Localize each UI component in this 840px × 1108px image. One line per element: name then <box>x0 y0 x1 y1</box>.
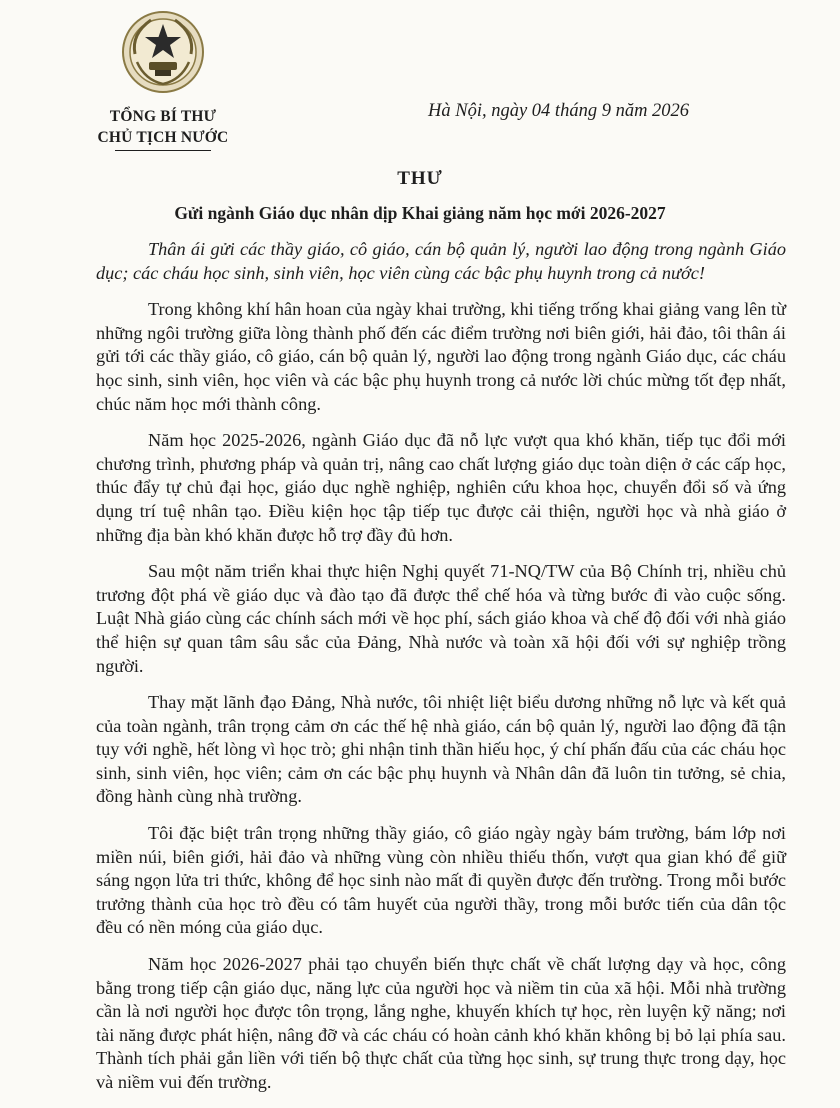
letter-title: THƯ <box>397 168 443 189</box>
issuer-block <box>96 106 230 151</box>
letter-body <box>96 238 786 1108</box>
body-paragraph: Thay mặt lãnh đạo Đảng, Nhà nước, tôi nhiệt liệt biểu dương những nỗ lực và kết quả của toàn ngành, trân trọng cảm ơn các thế hệ nhà giáo, cán bộ quản lý, người lao động đã tận tụy với nghề, hết lòng vì học trò; ghi nhận tinh thần hiếu học, ý chí phấn đấu của các cháu học sinh, sinh viên, học viên; cảm ơn các bậc phụ huynh và Nhân dân đã luôn tin tưởng, sẻ chia, đồng hành cùng nhà trường. <box>96 692 786 807</box>
body-paragraph: Sau một năm triển khai thực hiện Nghị quyết 71-NQ/TW của Bộ Chính trị, nhiều chủ trương đột phá về giáo dục và đào tạo đã được thể chế hóa và từng bước đi vào cuộc sống. Luật Nhà giáo cùng các chính sách mới về học phí, sách giáo khoa và chế độ đối với nhà giáo thể hiện sự quan tâm sâu sắc của Đảng, Nhà nước và toàn xã hội đối với sự nghiệp trồng người. <box>96 561 786 676</box>
dateline: Hà Nội, ngày 04 tháng 9 năm 2026 <box>428 101 690 121</box>
body-paragraph: Năm học 2026-2027 phải tạo chuyển biến thực chất về chất lượng dạy và học, công bằng trong tiếp cận giáo dục, năng lực của người học và niềm tin của xã hội. Mỗi nhà trường cần là nơi người học được tôn trọng, lắng nghe, khuyến khích tự học, rèn luyện kỹ năng; nơi tài năng được phát hiện, nâng đỡ và các cháu có hoàn cảnh khó khăn không bị bỏ lại phía sau. Thành tích phải gắn liền với tiến bộ thực chất của từng học sinh, sự trung thực trong dạy, học và niềm vui đến trường. <box>96 954 786 1092</box>
issuer-line-1: TỔNG BÍ THƯ <box>109 108 217 125</box>
issuer-line-2: CHỦ TỊCH NƯỚC <box>97 129 229 146</box>
issuer-underline <box>115 150 211 151</box>
body-paragraph: Trong không khí hân hoan của ngày khai trường, khi tiếng trống khai giảng vang lên từ những ngôi trường giữa lòng thành phố đến các điểm trường nơi biên giới, hải đảo, tôi thân ái gửi tới các thầy giáo, cô giáo, cán bộ quản lý, người lao động trong ngành Giáo dục, các cháu học sinh, sinh viên, học viên và các bậc phụ huynh trong cả nước lời chúc mừng tốt đẹp nhất, chúc năm học mới thành công. <box>96 299 786 414</box>
body-paragraph: Năm học 2025-2026, ngành Giáo dục đã nỗ lực vượt qua khó khăn, tiếp tục đổi mới chương trình, phương pháp và quản trị, nâng cao chất lượng giáo dục toàn diện ở các cấp học, thúc đẩy tự chủ đại học, giáo dục nghề nghiệp, nghiên cứu khoa học, chuyển đổi số và ứng dụng trí tuệ nhân tạo. Điều kiện học tập tiếp tục được cải thiện, người học và nhà giáo ở những địa bàn khó khăn được hỗ trợ đầy đủ hơn. <box>96 430 786 545</box>
letter-subtitle: Gửi ngành Giáo dục nhân dịp Khai giảng năm học mới 2026-2027 <box>174 203 666 223</box>
national-emblem <box>121 10 205 94</box>
greeting-paragraph: Thân ái gửi các thầy giáo, cô giáo, cán bộ quản lý, người lao động trong ngành Giáo dục; các cháu học sinh, sinh viên, học viên cùng các bậc phụ huynh trong cả nước! <box>96 239 786 283</box>
emblem-icon <box>121 10 205 94</box>
body-paragraph: Tôi đặc biệt trân trọng những thầy giáo, cô giáo ngày ngày bám trường, bám lớp nơi miền núi, biên giới, hải đảo và những vùng còn nhiều thiếu thốn, vượt qua gian khó để giữ sáng ngọn lửa tri thức, không để học sinh nào mất đi quyền được đến trường. Trong mỗi bước trưởng thành của học trò đều có tâm huyết của người thầy, trong mỗi bước tiến của dân tộc đều có nền móng của giáo dục. <box>96 823 786 938</box>
